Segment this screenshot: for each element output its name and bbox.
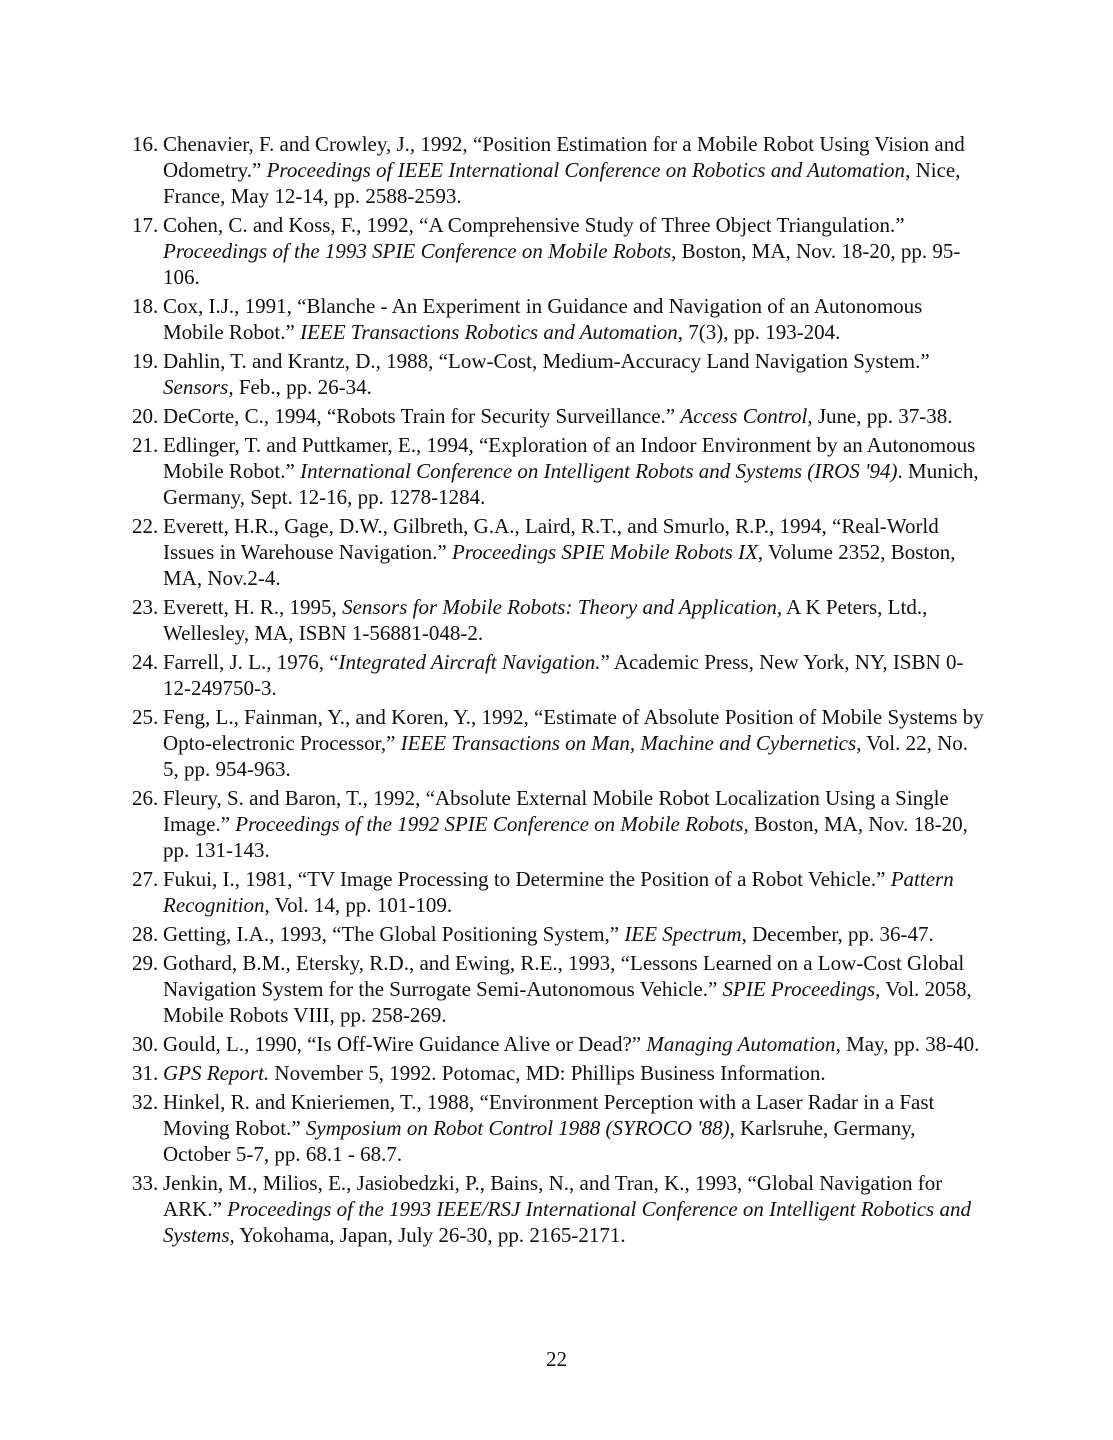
reference-text-segment: Fukui, I., 1981, “TV Image Processing to Determine the Position of a Robot Vehicle.” (163, 867, 891, 891)
page-number: 22 (546, 1347, 567, 1371)
reference-number: 33. (132, 1171, 159, 1195)
reference-text-segment: Getting, I.A., 1993, “The Global Positioning System,” (163, 922, 625, 946)
reference-item (132, 1170, 984, 1248)
reference-text-segment: Gothard, B.M., Etersky, R.D., and Ewing, R.E., 1993, “Lessons Learned on a Low-Cost Global Navigation System for the Surrogate Semi-Autonomous Vehicle.” (163, 951, 965, 1001)
reference-number: 19. (132, 349, 159, 373)
reference-source-italic: Access Control (680, 404, 808, 428)
reference-source-italic: Proceedings of IEEE International Conference on Robotics and Automation (266, 158, 906, 182)
reference-number: 23. (132, 595, 159, 619)
reference-text-segment: DeCorte, C., 1994, “Robots Train for Security Surveillance.” (163, 404, 681, 428)
reference-item (132, 348, 984, 400)
reference-text-segment: Chenavier, F. and Crowley, J., 1992, “Position Estimation for a Mobile Robot Using Vision and Odometry.” (163, 132, 965, 182)
reference-item (132, 1031, 984, 1057)
reference-text (163, 786, 968, 862)
reference-number: 16. (132, 132, 159, 156)
reference-number: 26. (132, 786, 159, 810)
reference-text (163, 433, 979, 509)
reference-source-italic: Integrated Aircraft Navigation. (338, 650, 601, 674)
reference-text-segment: , Yokohama, Japan, July 26-30, pp. 2165-2171. (229, 1223, 626, 1247)
reference-text (163, 404, 953, 428)
reference-text-segment: , December, pp. 36-47. (741, 922, 934, 946)
reference-item (132, 950, 984, 1028)
reference-text (163, 1171, 971, 1247)
reference-text (163, 595, 927, 645)
reference-text-segment: Boston, MA, Nov. 18-20, pp. 95-106. (163, 239, 961, 289)
reference-text-segment: Everett, H.R., Gage, D.W., Gilbreth, G.A., Laird, R.T., and Smurlo, R.P., 1994, “Real-World Issues in Warehouse Navigation.” (163, 514, 939, 564)
reference-number: 20. (132, 404, 159, 428)
reference-number: 21. (132, 433, 159, 457)
reference-text-segment: Hinkel, R. and Knieriemen, T., 1988, “Environment Perception with a Laser Radar in a Fast Moving Robot.” (163, 1090, 935, 1140)
reference-source-italic: Sensors (163, 375, 229, 399)
reference-text-segment: Fleury, S. and Baron, T., 1992, “Absolute External Mobile Robot Localization Using a Single Image.” (163, 786, 949, 836)
reference-item (132, 594, 984, 646)
reference-item (132, 785, 984, 863)
reference-source-italic: IEE Spectrum (624, 922, 742, 946)
reference-number: 18. (132, 294, 159, 318)
reference-text-segment: Boston, MA, Nov. 18-20, pp. 131-143. (163, 812, 968, 862)
reference-item (132, 866, 984, 918)
reference-source-italic: IEEE Transactions Robotics and Automation (300, 320, 678, 344)
reference-text-segment: , Vol. 2058, Mobile Robots VIII, pp. 258-269. (163, 977, 972, 1027)
reference-text-segment: Jenkin, M., Milios, E., Jasiobedzki, P., Bains, N., and Tran, K., 1993, “Global Navigation for ARK.” (163, 1171, 943, 1221)
reference-item (132, 293, 984, 345)
reference-text (163, 650, 963, 700)
reference-source-italic: Proceedings of the 1992 SPIE Conference on Mobile Robots, (235, 812, 749, 836)
reference-number: 22. (132, 514, 159, 538)
reference-item (132, 212, 984, 290)
reference-number: 32. (132, 1090, 159, 1114)
reference-source-italic: Managing Automation (646, 1032, 836, 1056)
reference-number: 27. (132, 867, 159, 891)
reference-item (132, 1089, 984, 1167)
reference-item (132, 403, 984, 429)
reference-source-italic: International Conference on Intelligent Robots and Systems (IROS '94) (300, 459, 898, 483)
reference-source-italic: Symposium on Robot Control 1988 (SYROCO '88) (305, 1116, 730, 1140)
reference-list (132, 131, 984, 1251)
reference-text (163, 132, 965, 208)
reference-text (163, 705, 984, 781)
reference-source-italic: SPIE Proceedings (722, 977, 876, 1001)
reference-item (132, 921, 984, 947)
reference-item (132, 1060, 984, 1086)
reference-source-italic: Proceedings SPIE Mobile Robots IX (451, 540, 758, 564)
reference-text-segment: , June, pp. 37-38. (807, 404, 953, 428)
reference-text (163, 349, 930, 399)
reference-item (132, 704, 984, 782)
reference-source-italic: Pattern Recognition (163, 867, 954, 917)
reference-text-segment: ” Academic Press, New York, NY, ISBN 0-12-249750-3. (163, 650, 964, 700)
reference-text-segment: , 7(3), pp. 193-204. (677, 320, 841, 344)
reference-text-segment: , Volume 2352, Boston, MA, Nov.2-4. (163, 540, 956, 590)
reference-number: 25. (132, 705, 159, 729)
reference-number: 31. (132, 1061, 159, 1085)
reference-text-segment: , Karlsruhe, Germany, October 5-7, pp. 68.1 - 68.7. (163, 1116, 916, 1166)
reference-text (163, 1061, 826, 1085)
reference-number: 28. (132, 922, 159, 946)
reference-source-italic: Sensors for Mobile Robots: Theory and Application (342, 595, 777, 619)
reference-source-italic: Proceedings of the 1993 SPIE Conference on Mobile Robots, (163, 239, 677, 263)
reference-text (163, 1090, 934, 1166)
reference-number: 17. (132, 213, 159, 237)
reference-text-segment: Farrell, J. L., 1976, “ (163, 650, 339, 674)
reference-text-segment: November 5, 1992. Potomac, MD: Phillips Business Information. (269, 1061, 826, 1085)
reference-text-segment: . Munich, Germany, Sept. 12-16, pp. 1278-1284. (163, 459, 979, 509)
reference-text-segment: Gould, L., 1990, “Is Off-Wire Guidance Alive or Dead?” (163, 1032, 647, 1056)
reference-text-segment: Dahlin, T. and Krantz, D., 1988, “Low-Cost, Medium-Accuracy Land Navigation System.” (163, 349, 930, 373)
reference-text-segment: , A K Peters, Ltd., Wellesley, MA, ISBN 1-56881-048-2. (163, 595, 928, 645)
reference-text-segment: , May, pp. 38-40. (835, 1032, 980, 1056)
reference-text-segment: Feng, L., Fainman, Y., and Koren, Y., 1992, “Estimate of Absolute Position of Mobile Systems by Opto-electronic Processor,” (163, 705, 984, 755)
reference-number: 30. (132, 1032, 159, 1056)
reference-item (132, 513, 984, 591)
reference-number: 24. (132, 650, 159, 674)
reference-text-segment: Edlinger, T. and Puttkamer, E., 1994, “Exploration of an Indoor Environment by an Autonomous Mobile Robot.” (163, 433, 976, 483)
reference-text (163, 867, 954, 917)
reference-text-segment: Cox, I.J., 1991, “Blanche - An Experiment in Guidance and Navigation of an Autonomous Mobile Robot.” (163, 294, 923, 344)
reference-text-segment: Everett, H. R., 1995, (163, 595, 343, 619)
reference-text-segment: Cohen, C. and Koss, F., 1992, “A Comprehensive Study of Three Object Triangulation.” (163, 213, 905, 237)
reference-source-italic: IEEE Transactions on Man, Machine and Cybernetics (400, 731, 857, 755)
reference-source-italic: GPS Report. (163, 1061, 270, 1085)
reference-text (163, 1032, 979, 1056)
reference-text (163, 951, 972, 1027)
reference-text-segment: , Nice, France, May 12-14, pp. 2588-2593. (163, 158, 961, 208)
reference-text-segment: , Vol. 14, pp. 101-109. (264, 893, 453, 917)
reference-item (132, 649, 984, 701)
reference-text (163, 922, 934, 946)
reference-text (163, 213, 960, 289)
reference-text-segment: , Feb., pp. 26-34. (228, 375, 372, 399)
reference-number: 29. (132, 951, 159, 975)
reference-item (132, 131, 984, 209)
reference-text (163, 294, 922, 344)
reference-item (132, 432, 984, 510)
reference-text-segment: , Vol. 22, No. 5, pp. 954-963. (163, 731, 969, 781)
reference-source-italic: Proceedings of the 1993 IEEE/RSJ International Conference on Intelligent Robotics and Systems (163, 1197, 971, 1247)
reference-text (163, 514, 956, 590)
